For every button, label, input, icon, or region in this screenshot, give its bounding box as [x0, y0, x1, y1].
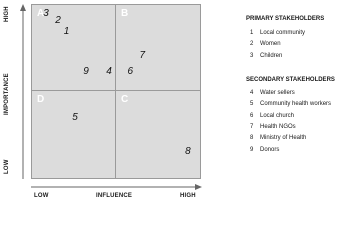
- stakeholder-point-7: 7: [139, 50, 146, 62]
- legend-item-label: Community health workers: [260, 101, 332, 108]
- legend-item-number: 2: [250, 41, 254, 48]
- x-axis-title: INFLUENCE: [96, 193, 133, 199]
- stakeholder-point-5: 5: [72, 112, 78, 124]
- legend-item-label: Ministry of Health: [260, 135, 307, 142]
- stakeholder-point-4: 4: [106, 65, 112, 77]
- stakeholder-point-8: 8: [185, 146, 191, 158]
- stakeholder-point-3: 3: [43, 8, 49, 20]
- legend-item: [250, 41, 281, 47]
- legend-item-number: 3: [250, 52, 254, 59]
- quadrant-b: [115, 4, 201, 91]
- legend-item: [250, 53, 282, 59]
- x-axis-low-label: LOW: [34, 193, 49, 199]
- stakeholder-point-9: 9: [83, 65, 89, 77]
- legend-item: [250, 147, 279, 153]
- stakeholder-point-6: 6: [127, 65, 134, 77]
- legend-item: [250, 90, 295, 96]
- quadrant-c-label: C: [121, 94, 129, 105]
- legend-item-number: 7: [250, 123, 254, 130]
- legend-item-label: Local church: [260, 112, 295, 119]
- stakeholder-point-1: 1: [63, 25, 70, 37]
- legend-item-number: 1: [250, 30, 254, 36]
- legend-item: [250, 124, 296, 130]
- legend-item: [250, 101, 331, 107]
- quadrant-c: [115, 90, 201, 179]
- y-axis-arrow: [19, 3, 27, 181]
- legend-item-number: 4: [250, 90, 254, 96]
- y-axis-low-label: LOW: [4, 159, 10, 174]
- legend-item-number: 9: [250, 146, 254, 153]
- x-axis-high-label: HIGH: [180, 193, 196, 199]
- primary-stakeholders-title: PRIMARY STAKEHOLDERS: [246, 16, 325, 22]
- quadrant-a-label: A: [37, 8, 45, 19]
- stakeholder-point-2: 2: [55, 15, 61, 27]
- legend-item-label: Health NGOs: [260, 123, 296, 130]
- x-axis-arrow: [31, 183, 203, 191]
- legend-item-label: Donors: [260, 146, 280, 153]
- legend-item-label: Children: [260, 52, 283, 59]
- legend-item: [250, 30, 305, 36]
- legend-item: [250, 135, 306, 141]
- y-axis-high-label: HIGH: [4, 6, 10, 22]
- legend-item-label: Women: [260, 41, 281, 48]
- quadrant-b-label: B: [121, 8, 129, 19]
- quadrant-d-label: D: [37, 94, 45, 105]
- legend-item-number: 8: [250, 135, 254, 142]
- legend-item-label: Water sellers: [260, 90, 295, 96]
- legend-item-number: 6: [250, 112, 254, 119]
- legend-item: [250, 113, 294, 119]
- legend-item-label: Local community: [260, 30, 306, 36]
- quadrant-d: [31, 90, 116, 179]
- legend-item-number: 5: [250, 101, 254, 108]
- stakeholder-matrix: [31, 4, 201, 179]
- y-axis-title: IMPORTANCE: [4, 73, 10, 115]
- secondary-stakeholders-title: SECONDARY STAKEHOLDERS: [246, 77, 335, 83]
